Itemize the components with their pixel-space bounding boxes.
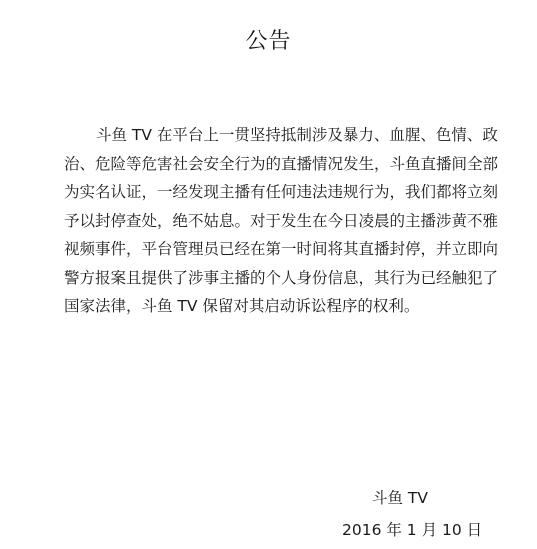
notice-title: 公告 bbox=[245, 29, 292, 54]
body-line: 视频事件，平台管理员已经在第一时间将其直播封停，并立即向 bbox=[64, 240, 499, 258]
body-line: 予以封停查处，绝不姑息。对于发生在今日凌晨的主播涉黄不雅 bbox=[64, 211, 499, 230]
notice-body bbox=[64, 121, 499, 321]
signature-organization: 斗鱼 TV bbox=[372, 489, 428, 507]
body-line: 斗鱼 TV 在平台上一贯坚持抵制涉及暴力、血腥、色情、政 bbox=[96, 126, 498, 144]
signature-date: 2016 年 1 月 10 日 bbox=[342, 521, 483, 539]
body-line: 国家法律，斗鱼 TV 保留对其启动诉讼程序的权利。 bbox=[64, 297, 420, 315]
body-line: 治、危险等危害社会安全行为的直播情况发生，斗鱼直播间全部 bbox=[64, 154, 499, 173]
body-line: 为实名认证，一经发现主播有任何违法违规行为，我们都将立刻 bbox=[64, 183, 499, 201]
body-line: 警方报案且提供了涉事主播的个人身份信息，其行为已经触犯了 bbox=[64, 268, 499, 287]
